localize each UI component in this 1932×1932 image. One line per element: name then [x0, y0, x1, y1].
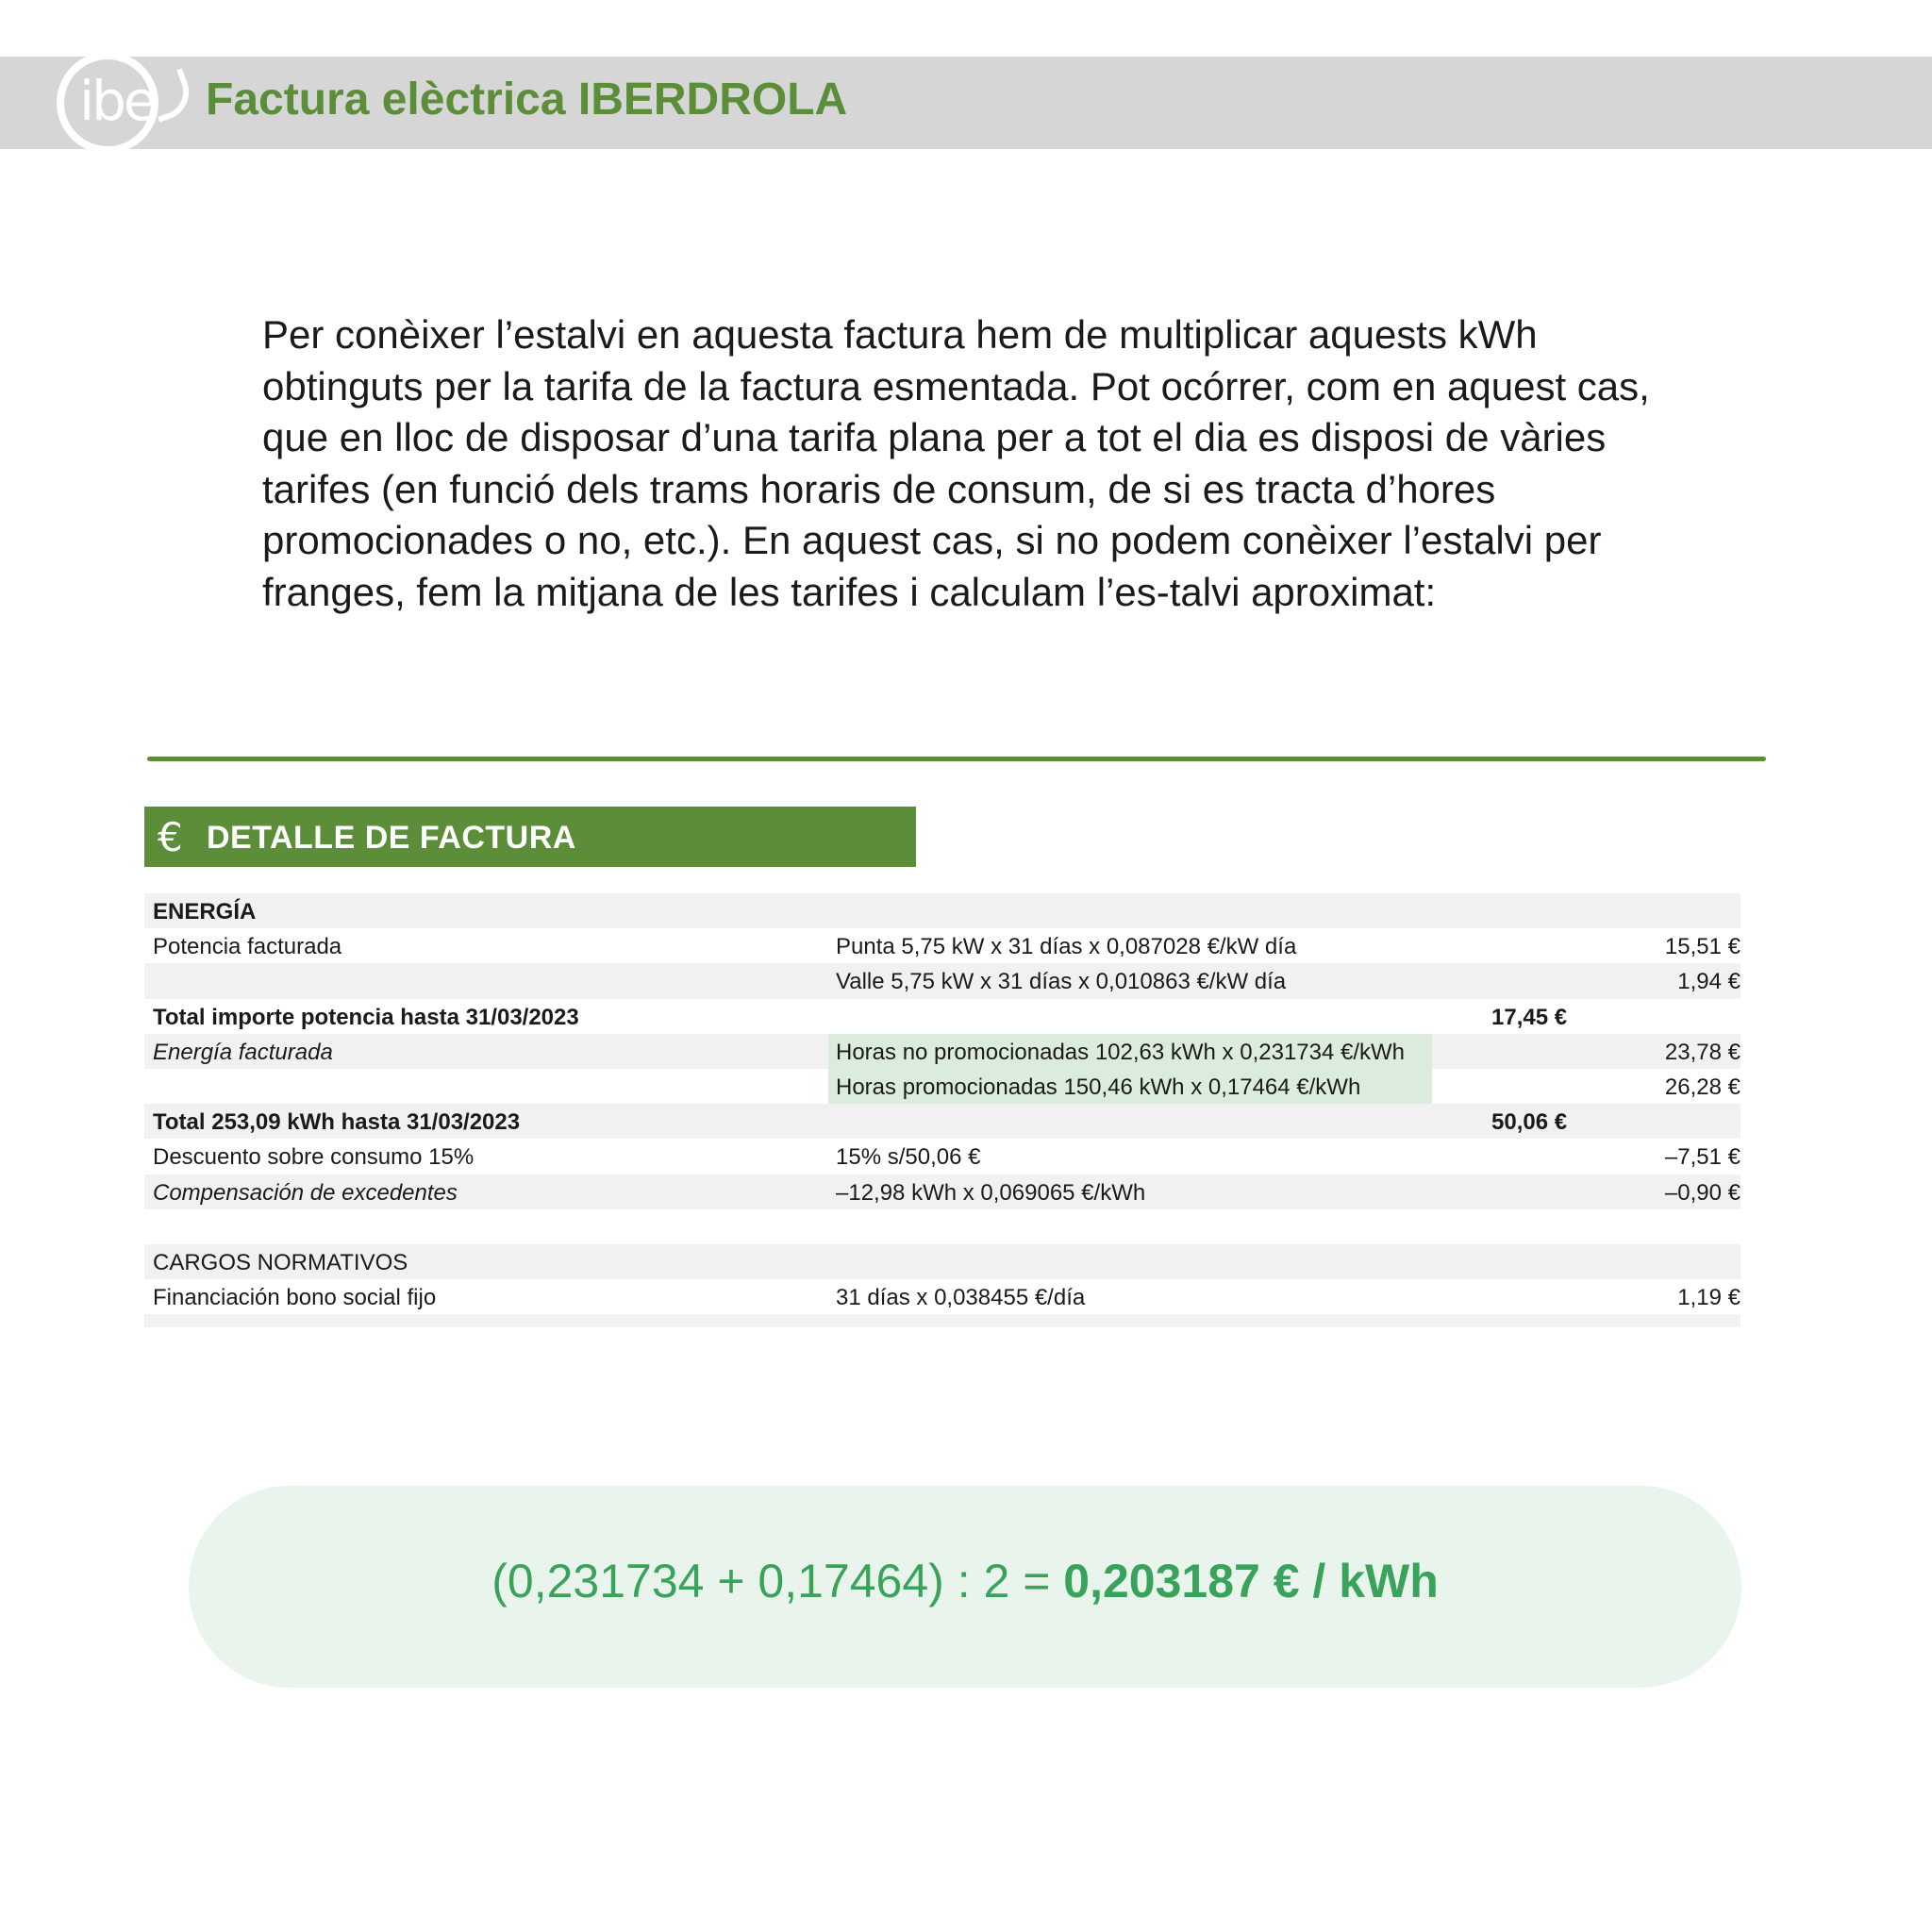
- row-calculation-highlighted: Horas no promocionadas 102,63 kWh x 0,231734 €/kWh: [828, 1034, 1432, 1069]
- table-row: [144, 1069, 1740, 1104]
- table-row: [144, 1314, 1740, 1327]
- table-row: [144, 1209, 1740, 1244]
- average-formula: [189, 1554, 1741, 1608]
- row-label: Financiación bono social fijo: [153, 1285, 437, 1311]
- row-label: Total importe potencia hasta 31/03/2023: [153, 1004, 579, 1030]
- row-amount: 1,19 €: [1677, 1285, 1740, 1311]
- table-row: [144, 999, 1740, 1034]
- intro-paragraph: Per conèixer l’estalvi en aquesta factura hem de multiplicar aquests kWh obtinguts per la tarifa de la factura esmentada. Pot ocórrer, com en aquest cas, que en lloc de disposar d’una tarifa plana per a tot el dia es disposi de vàries tarifes (en funció dels trams horaris de consum, de si es tracta d’hores promocionades o no, etc.). En aquest cas, si no podem conèixer l’estalvi per franges, fem la mitjana de les tarifes i calculam l’es-talvi aproximat:: [262, 312, 1650, 614]
- table-row: [144, 1279, 1740, 1314]
- table-row: [144, 928, 1740, 963]
- table-row: [144, 1034, 1740, 1069]
- row-calculation: 31 días x 0,038455 €/día: [836, 1285, 1086, 1311]
- page-title: Factura elèctrica IBERDROLA: [206, 75, 848, 125]
- table-row: [144, 1174, 1740, 1209]
- row-amount: 15,51 €: [1664, 934, 1740, 960]
- invoice-detail-table: [144, 893, 1740, 1327]
- logo-text: ibe: [79, 69, 155, 133]
- row-subtotal: 50,06 €: [1491, 1109, 1568, 1136]
- iberdrola-logo: [57, 52, 158, 154]
- row-label: Energía facturada: [153, 1039, 333, 1065]
- detail-title: DETALLE DE FACTURA: [207, 820, 576, 856]
- table-row: [144, 1244, 1740, 1279]
- row-label: Total 253,09 kWh hasta 31/03/2023: [153, 1109, 521, 1136]
- formula-result: 0,203187 € / kWh: [1063, 1555, 1439, 1607]
- table-row: [144, 963, 1740, 998]
- row-calculation: Punta 5,75 kW x 31 días x 0,087028 €/kW día: [836, 934, 1297, 960]
- row-subtotal: 17,45 €: [1491, 1004, 1568, 1030]
- row-amount: –7,51 €: [1664, 1144, 1740, 1171]
- row-calculation: 15% s/50,06 €: [836, 1144, 981, 1171]
- row-amount: –0,90 €: [1664, 1179, 1740, 1206]
- row-amount: 1,94 €: [1677, 969, 1740, 995]
- row-label: Descuento sobre consumo 15%: [153, 1144, 475, 1171]
- table-row: [144, 1104, 1740, 1139]
- row-calculation: –12,98 kWh x 0,069065 €/kWh: [836, 1179, 1146, 1206]
- section-heading-energia: ENERGÍA: [153, 899, 257, 924]
- divider: [147, 757, 1766, 761]
- row-amount: 23,78 €: [1664, 1039, 1740, 1065]
- formula-expression: (0,231734 + 0,17464) : 2 =: [491, 1555, 1064, 1607]
- table-row: [144, 1139, 1740, 1174]
- euro-icon: €: [158, 814, 183, 860]
- row-amount: 26,28 €: [1664, 1074, 1740, 1100]
- row-calculation: Valle 5,75 kW x 31 días x 0,010863 €/kW día: [836, 969, 1287, 995]
- row-calculation-highlighted: Horas promocionadas 150,46 kWh x 0,17464 €/kWh: [828, 1069, 1432, 1104]
- table-row: [144, 893, 1740, 928]
- formula-box: [189, 1486, 1741, 1688]
- section-heading-cargos: CARGOS NORMATIVOS: [153, 1249, 408, 1275]
- row-label: Compensación de excedentes: [153, 1179, 458, 1206]
- row-label: Potencia facturada: [153, 934, 342, 960]
- detail-banner: [144, 807, 916, 867]
